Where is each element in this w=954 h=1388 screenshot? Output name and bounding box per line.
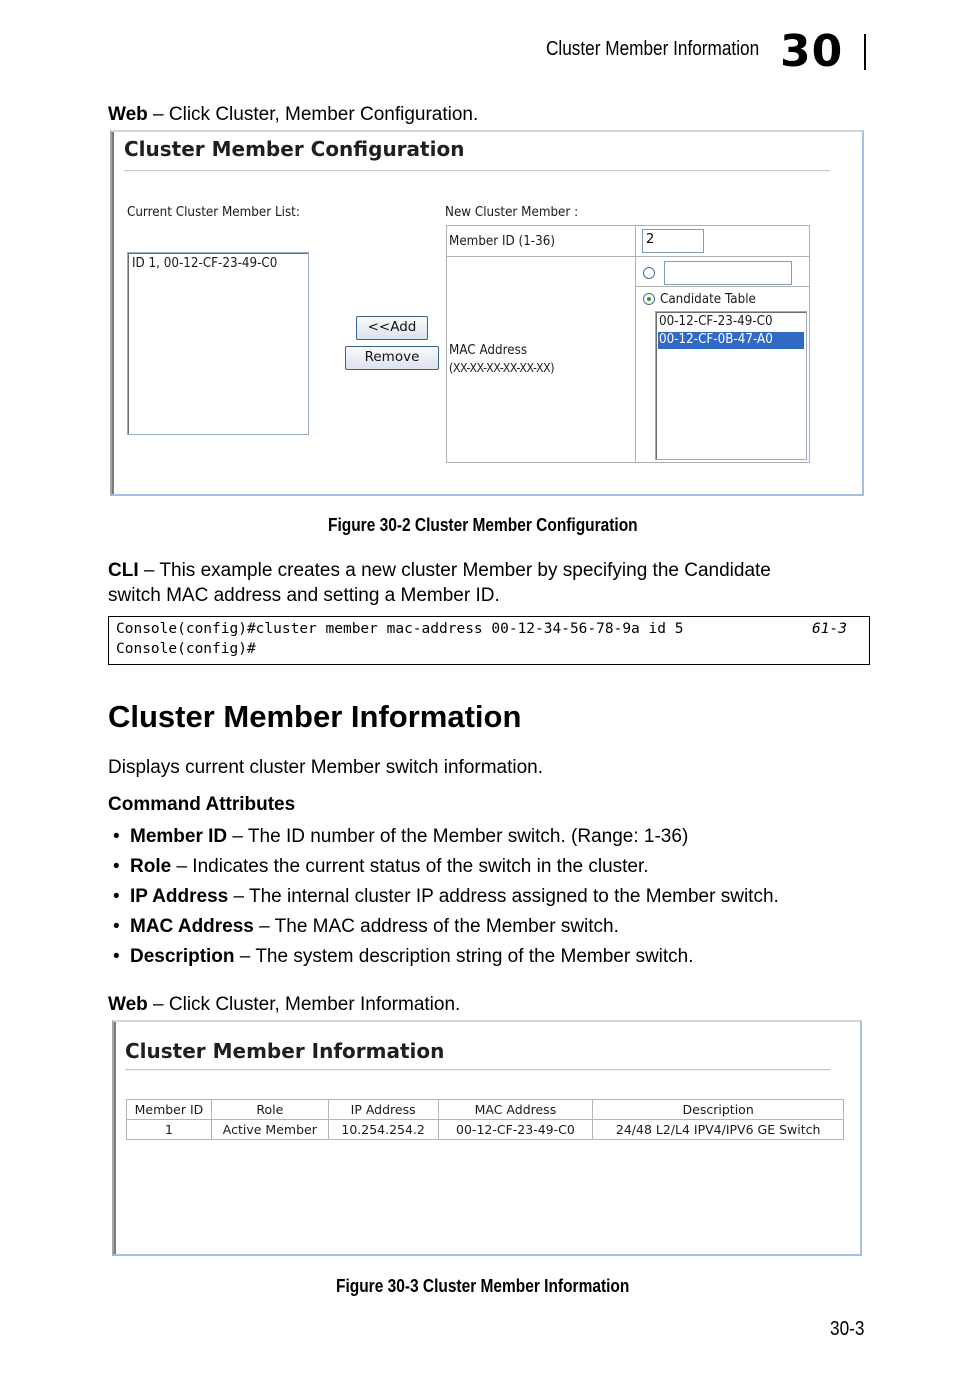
cli-text: – This example creates a new cluster Member by specifying the Candidate xyxy=(138,560,771,581)
candidate-listbox[interactable] xyxy=(655,311,807,460)
code-block xyxy=(108,616,870,665)
bullet-desc: – The internal cluster IP address assigned to the Member switch. xyxy=(228,886,779,907)
bullet-marker: • xyxy=(113,886,120,907)
add-button[interactable]: <<Add xyxy=(356,316,428,340)
bullet-marker: • xyxy=(113,946,120,967)
candidate-table-label: Candidate Table xyxy=(660,292,756,307)
current-member-list-label: Current Cluster Member List: xyxy=(127,205,300,220)
mac-address-format-hint: (XX-XX-XX-XX-XX-XX) xyxy=(449,361,555,375)
bullet-desc: – The MAC address of the Member switch. xyxy=(253,916,619,937)
code-page-reference: 61-3 xyxy=(812,621,847,637)
member-id-input-cell xyxy=(635,225,810,257)
running-header-title: Cluster Member Information xyxy=(546,38,760,60)
remove-button[interactable]: Remove xyxy=(345,346,439,370)
figure-caption-1: Figure 30-2 Cluster Member Configuration xyxy=(328,515,638,535)
bullet-marker: • xyxy=(113,856,120,877)
page-number: 30-3 xyxy=(830,1318,865,1340)
panel-title-rule xyxy=(125,1069,831,1071)
candidate-item-selected-text: 00-12-CF-0B-47-A0 xyxy=(659,332,773,347)
cli-paragraph xyxy=(108,558,888,608)
bullet-marker: • xyxy=(113,916,120,937)
current-member-listbox[interactable] xyxy=(127,252,309,435)
command-attributes-heading: Command Attributes xyxy=(108,794,296,815)
web-label: Web xyxy=(108,994,148,1015)
mac-address-label: MAC Address xyxy=(449,343,528,358)
code-line-2: Console(config)# xyxy=(116,641,256,657)
candidate-item-selected[interactable] xyxy=(658,332,804,349)
panel-title: Cluster Member Configuration xyxy=(124,137,465,161)
cell-mac-address: 00-12-CF-23-49-C0 xyxy=(438,1120,593,1140)
table-header-row xyxy=(127,1100,844,1120)
cli-label: CLI xyxy=(108,560,139,581)
mac-address-label-cell xyxy=(446,256,636,463)
member-id-input[interactable]: 2 xyxy=(642,229,704,253)
web-instruction-text: – Click Cluster, Member Information. xyxy=(147,994,461,1015)
cluster-member-information-panel xyxy=(112,1020,862,1256)
cell-role: Active Member xyxy=(211,1120,328,1140)
section-heading: Cluster Member Information xyxy=(108,699,522,734)
bullet-term: Role xyxy=(130,856,172,877)
member-information-table xyxy=(126,1099,844,1140)
column-header-role: Role xyxy=(211,1100,328,1120)
candidate-item[interactable]: 00-12-CF-23-49-C0 xyxy=(659,314,773,329)
cluster-member-configuration-panel xyxy=(110,130,864,496)
chapter-number: 30 xyxy=(780,26,844,77)
member-id-label-cell xyxy=(446,225,636,257)
bullet-term: IP Address xyxy=(130,886,229,907)
radio-selected-dot xyxy=(647,297,651,301)
candidate-table-cell xyxy=(635,286,810,463)
bullet-desc: – The ID number of the Member switch. (Range: 1-36) xyxy=(227,826,689,847)
bullet-desc: – Indicates the current status of the switch in the cluster. xyxy=(171,856,649,877)
cell-ip-address: 10.254.254.2 xyxy=(328,1120,438,1140)
panel-title: Cluster Member Information xyxy=(125,1039,445,1063)
column-header-description: Description xyxy=(593,1100,844,1120)
manual-mac-radio[interactable] xyxy=(643,267,655,279)
cell-member-id: 1 xyxy=(127,1120,212,1140)
column-header-member-id: Member ID xyxy=(127,1100,212,1120)
candidate-table-radio[interactable] xyxy=(643,293,655,305)
header-divider xyxy=(864,34,866,70)
bullet-marker: • xyxy=(113,826,120,847)
new-member-label: New Cluster Member : xyxy=(445,205,579,220)
member-id-label: Member ID (1-36) xyxy=(449,234,556,249)
panel-title-rule xyxy=(124,170,830,172)
figure-caption-2: Figure 30-3 Cluster Member Information xyxy=(336,1276,630,1296)
web-instruction-text: – Click Cluster, Member Configuration. xyxy=(147,104,479,125)
web-instruction-1 xyxy=(108,102,478,127)
bullet-desc: – The system description string of the Member switch. xyxy=(234,946,694,967)
cell-description: 24/48 L2/L4 IPV4/IPV6 GE Switch xyxy=(593,1120,844,1140)
web-label: Web xyxy=(108,104,148,125)
table-row xyxy=(127,1120,844,1140)
current-member-item[interactable]: ID 1, 00-12-CF-23-49-C0 xyxy=(132,256,278,271)
column-header-ip-address: IP Address xyxy=(328,1100,438,1120)
cli-line-2: switch MAC address and setting a Member ID. xyxy=(108,585,500,606)
section-intro: Displays current cluster Member switch information. xyxy=(108,757,544,778)
web-instruction-2 xyxy=(108,992,460,1017)
manual-mac-input[interactable] xyxy=(664,261,792,285)
code-line-1: Console(config)#cluster member mac-address 00-12-34-56-78-9a id 5 xyxy=(116,621,684,637)
bullet-term: Description xyxy=(130,946,235,967)
column-header-mac-address: MAC Address xyxy=(438,1100,593,1120)
manual-mac-cell xyxy=(635,256,810,287)
bullet-term: MAC Address xyxy=(130,916,254,937)
bullet-term: Member ID xyxy=(130,826,228,847)
cli-line-1 xyxy=(108,558,888,583)
